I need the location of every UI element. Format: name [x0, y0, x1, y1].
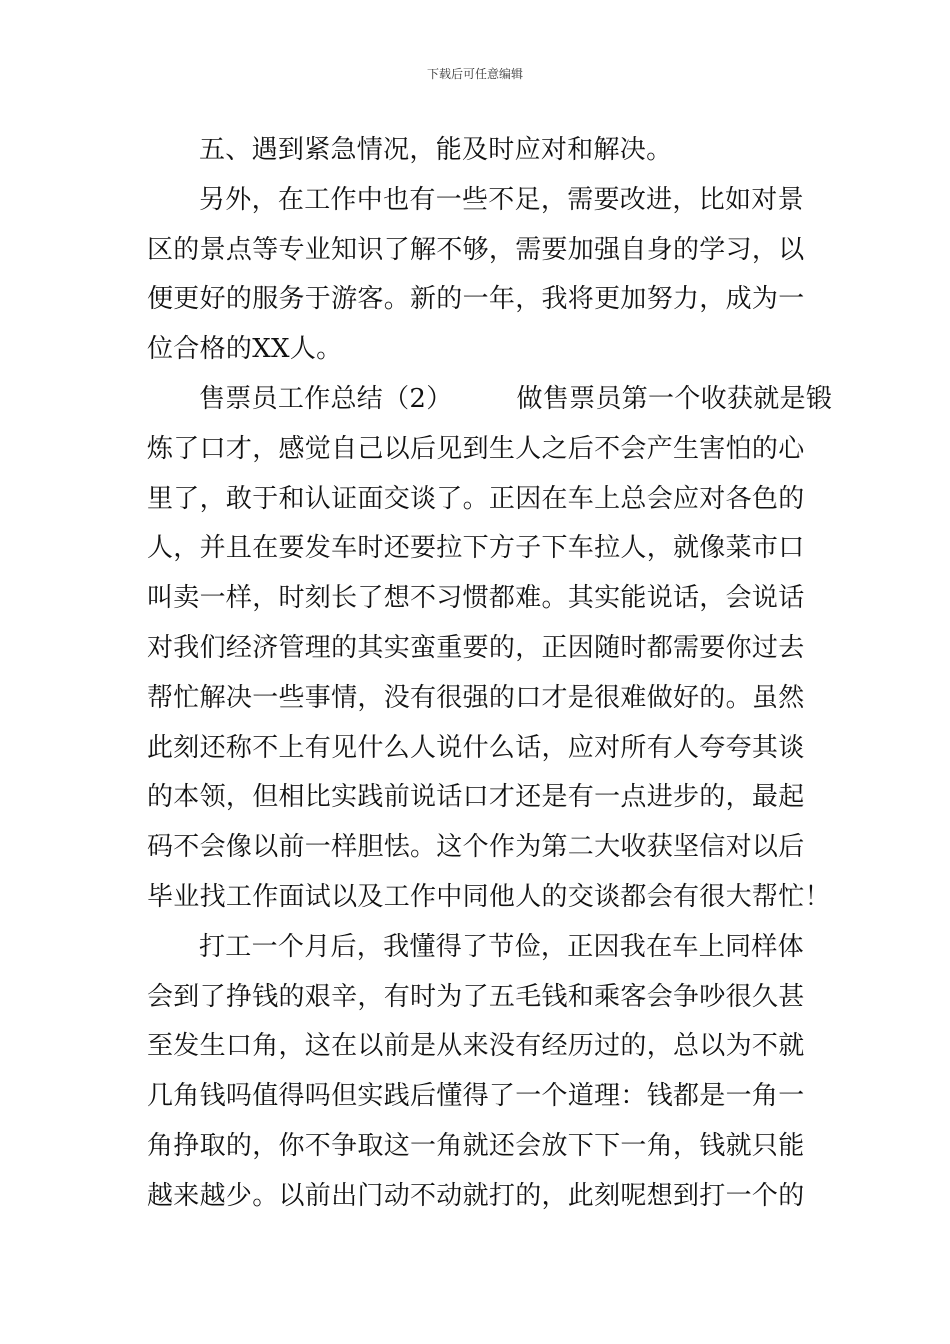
text-line: 毕业找工作面试以及工作中同他人的交谈都会有很大帮忙！ — [147, 881, 831, 912]
text-line: 至发生口角，这在以前是从来没有经历过的，总以为不就 — [147, 1031, 805, 1062]
text-line: 炼了口才，感觉自己以后见到生人之后不会产生害怕的心 — [147, 433, 805, 464]
text-line: 打工一个月后，我懂得了节俭，正因我在车上同样体 — [199, 931, 804, 962]
text-line: 几角钱吗值得吗但实践后懂得了一个道理：钱都是一角一 — [147, 1081, 805, 1112]
text-line: 此刻还称不上有见什么人说什么话，应对所有人夸夸其谈 — [147, 732, 805, 763]
page-header: 下载后可任意编辑 — [426, 67, 523, 81]
text-line: 里了，敢于和认证面交谈了。正因在车上总会应对各色的 — [147, 483, 805, 514]
text-line: 人，并且在要发车时还要拉下方子下车拉人，就像菜市口 — [147, 533, 805, 564]
text-line: 区的景点等专业知识了解不够，需要加强自身的学习，以 — [147, 234, 805, 265]
text-line: 会到了挣钱的艰辛，有时为了五毛钱和乘客会争吵很久甚 — [147, 981, 805, 1012]
section-heading: 售票员工作总结（2） — [199, 383, 453, 414]
text-line: 位合格的XX人。 — [147, 334, 343, 365]
text-line: 便更好的服务于游客。新的一年，我将更加努力，成为一 — [147, 284, 805, 315]
document-body — [147, 126, 833, 1222]
text-line: 角挣取的，你不争取这一角就还会放下下一角，钱就只能 — [147, 1130, 805, 1161]
text-line: 叫卖一样，时刻长了想不习惯都难。其实能说话，会说话 — [147, 583, 805, 614]
text-span: 做售票员第一个收获就是锻 — [516, 383, 833, 414]
text-line: 码不会像以前一样胆怯。这个作为第二大收获坚信对以后 — [147, 832, 805, 863]
text-line: 的本领，但相比实践前说话口才还是有一点进步的，最起 — [147, 782, 805, 813]
text-line: 五、遇到紧急情况，能及时应对和解决。 — [199, 135, 673, 165]
text-line: 越来越少。以前出门动不动就打的，此刻呢想到打一个的 — [147, 1180, 805, 1211]
text-line: 另外，在工作中也有一些不足，需要改进，比如对景 — [199, 184, 804, 215]
text-line: 对我们经济管理的其实蛮重要的，正因随时都需要你过去 — [147, 632, 805, 663]
section-heading-line — [147, 375, 833, 425]
text-line: 帮忙解决一些事情，没有很强的口才是很难做好的。虽然 — [147, 682, 805, 713]
